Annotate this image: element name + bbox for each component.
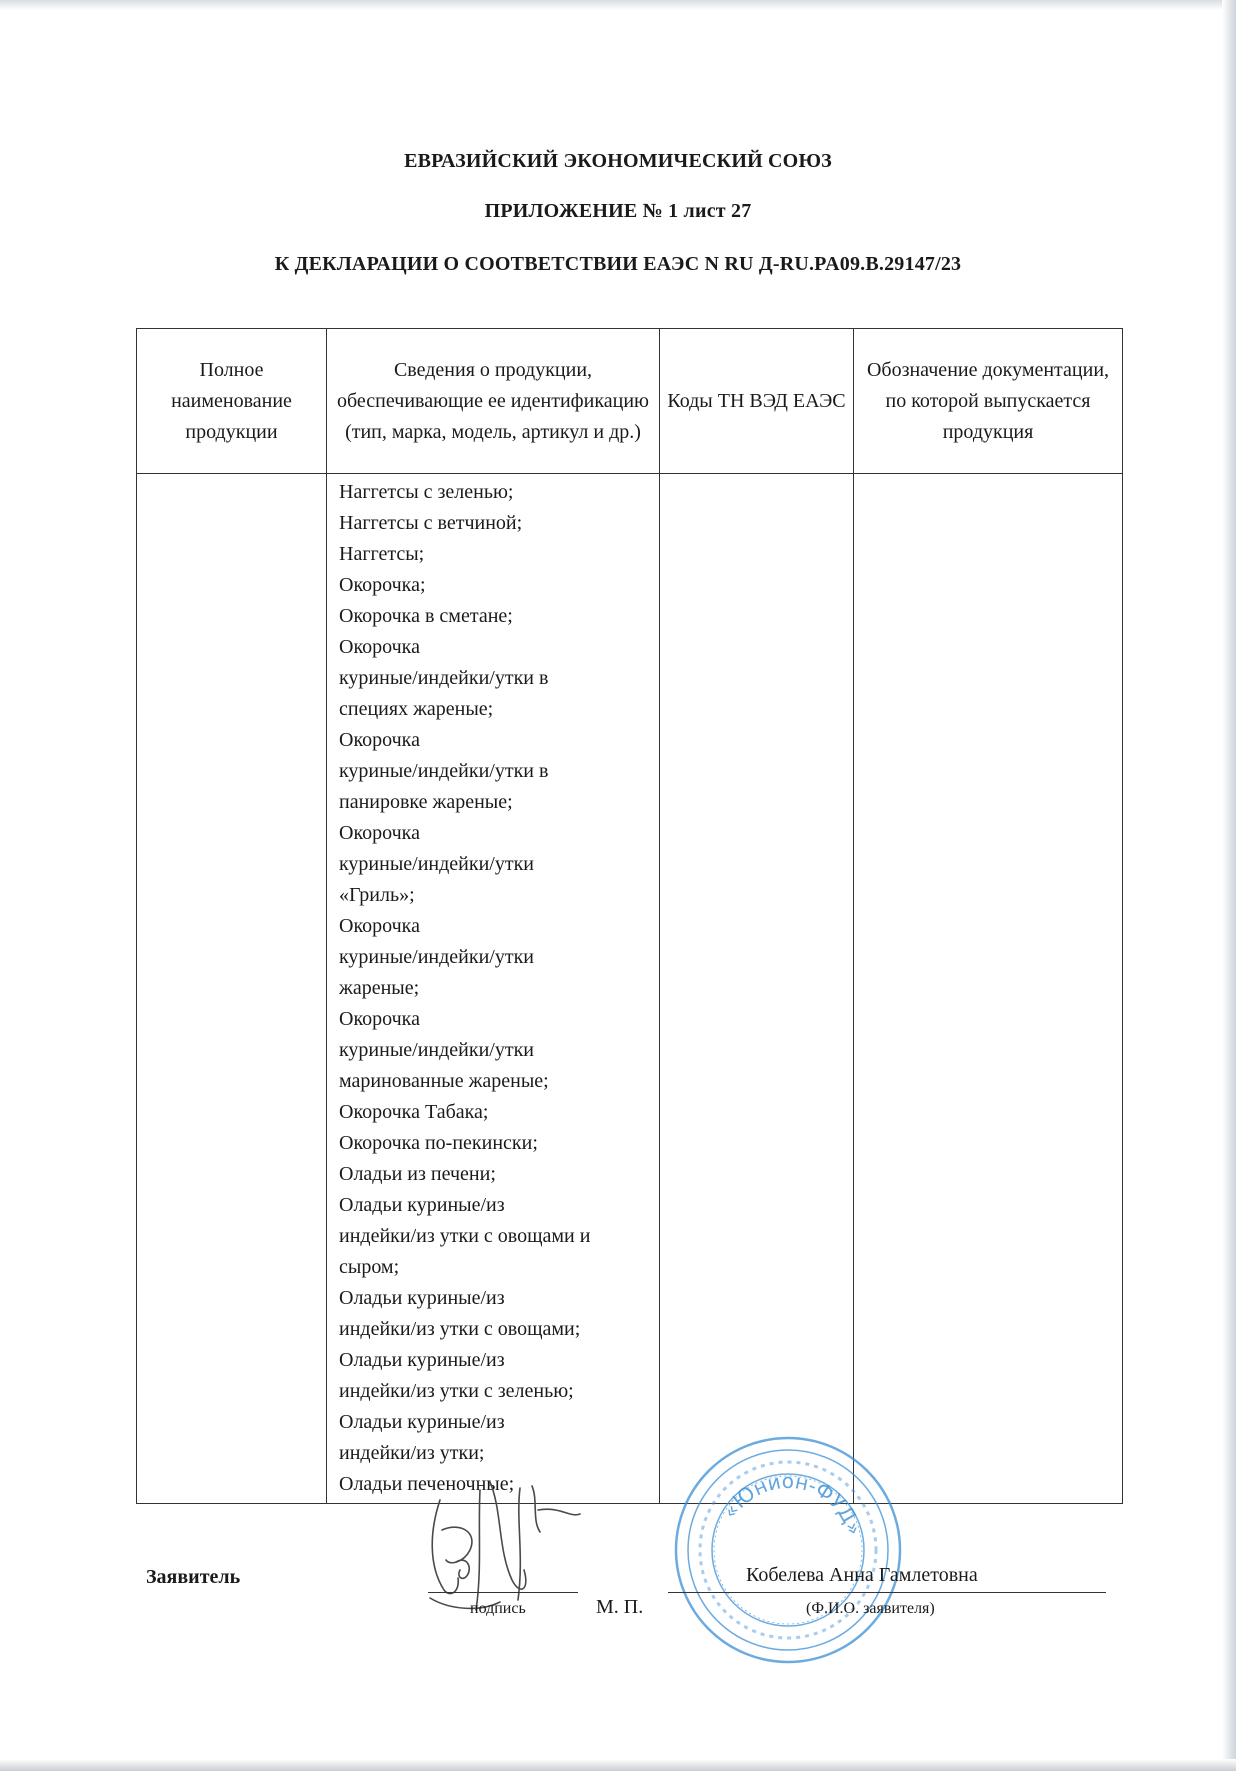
list-item: Оладьи куриные/из bbox=[339, 1349, 505, 1371]
stamp-place-label: М. П. bbox=[596, 1596, 644, 1618]
list-item: куриные/индейки/утки в bbox=[339, 667, 549, 689]
products-table bbox=[136, 328, 1123, 1504]
column-header-product-info: Сведения о продукции, обеспечивающие ее идентификацию (тип, марка, модель, артикул и др.) bbox=[327, 329, 660, 474]
column-header-codes: Коды ТН ВЭД ЕАЭС bbox=[660, 329, 854, 474]
list-item: куриные/индейки/утки bbox=[339, 853, 535, 875]
list-item: Оладьи куриные/из bbox=[339, 1411, 505, 1433]
list-item: «Гриль»; bbox=[339, 884, 415, 906]
list-item: панировке жареные; bbox=[339, 791, 513, 813]
list-item: индейки/из утки с овощами и bbox=[339, 1225, 591, 1247]
list-item: Окорочка bbox=[339, 822, 420, 844]
column-header-documentation: Обозначение документации, по которой выпускается продукция bbox=[854, 329, 1123, 474]
list-item: Окорочка bbox=[339, 915, 420, 937]
list-item: Окорочка в сметане; bbox=[339, 605, 513, 627]
scan-edge-bottom bbox=[0, 1759, 1236, 1771]
list-item: Окорочка по-пекински; bbox=[339, 1132, 538, 1154]
list-item: Наггетсы; bbox=[339, 543, 425, 565]
list-item: Оладьи куриные/из bbox=[339, 1194, 505, 1216]
list-item: Оладьи куриные/из bbox=[339, 1287, 505, 1309]
product-info-cell bbox=[327, 474, 660, 1504]
signature-line bbox=[428, 1592, 578, 1593]
list-item: Окорочка Табака; bbox=[339, 1101, 489, 1123]
list-item: сыром; bbox=[339, 1256, 400, 1278]
list-item: маринованные жареные; bbox=[339, 1070, 549, 1092]
product-items-list bbox=[339, 477, 651, 1500]
table-header-row bbox=[137, 329, 1123, 474]
table-row bbox=[137, 474, 1123, 1504]
documentation-cell bbox=[854, 474, 1123, 1504]
codes-cell bbox=[660, 474, 854, 1504]
list-item: Окорочка bbox=[339, 636, 420, 658]
list-item: Оладьи печеночные; bbox=[339, 1473, 515, 1495]
product-name-cell bbox=[137, 474, 327, 1504]
name-line bbox=[668, 1592, 1106, 1593]
list-item: куриные/индейки/утки bbox=[339, 1039, 535, 1061]
list-item: индейки/из утки с зеленью; bbox=[339, 1380, 574, 1402]
list-item: Наггетсы с зеленью; bbox=[339, 481, 514, 503]
union-title: ЕВРАЗИЙСКИЙ ЭКОНОМИЧЕСКИЙ СОЮЗ bbox=[404, 150, 832, 172]
list-item: индейки/из утки; bbox=[339, 1442, 485, 1464]
list-item: куриные/индейки/утки bbox=[339, 946, 535, 968]
list-item: Оладьи из печени; bbox=[339, 1163, 496, 1185]
applicant-name: Кобелева Анна Гамлетовна bbox=[746, 1564, 978, 1586]
applicant-label: Заявитель bbox=[146, 1566, 241, 1588]
list-item: жареные; bbox=[339, 977, 420, 999]
list-item: специях жареные; bbox=[339, 698, 494, 720]
stamp-text: «Юнион-ФУД» bbox=[717, 1468, 867, 1538]
name-caption: (Ф.И.О. заявителя) bbox=[806, 1600, 935, 1617]
list-item: Окорочка bbox=[339, 1008, 420, 1030]
signature-caption: подпись bbox=[470, 1600, 526, 1617]
list-item: Окорочка bbox=[339, 729, 420, 751]
scan-edge-top bbox=[0, 0, 1236, 10]
declaration-title: К ДЕКЛАРАЦИИ О СООТВЕТСТВИИ ЕАЭС N RU Д-RU.PA09.B.29147/23 bbox=[274, 253, 962, 275]
signature-block bbox=[0, 1550, 1236, 1670]
appendix-title: ПРИЛОЖЕНИЕ № 1 лист 27 bbox=[484, 200, 752, 222]
list-item: индейки/из утки с овощами; bbox=[339, 1318, 581, 1340]
list-item: куриные/индейки/утки в bbox=[339, 760, 549, 782]
list-item: Наггетсы с ветчиной; bbox=[339, 512, 523, 534]
column-header-product-name: Полное наименование продукции bbox=[137, 329, 327, 474]
list-item: Окорочка; bbox=[339, 574, 426, 596]
